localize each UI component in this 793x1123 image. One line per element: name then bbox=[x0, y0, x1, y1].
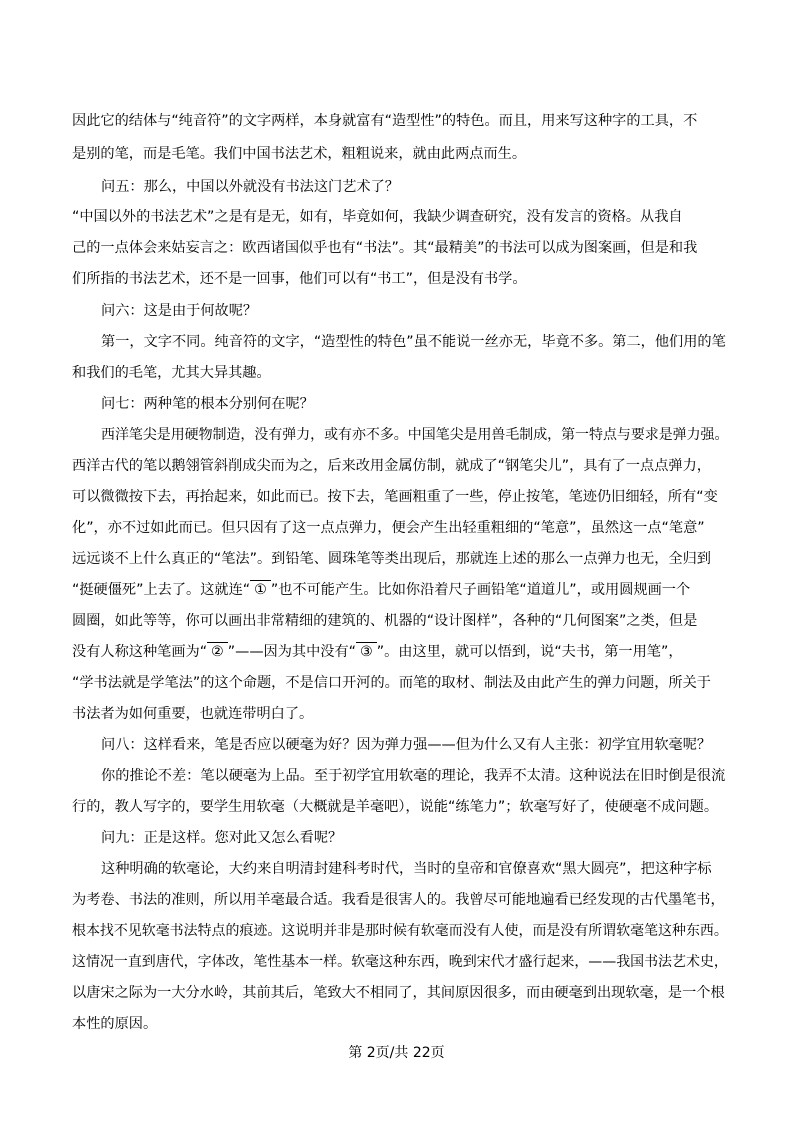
text-line: 可以微微按下去，再抬起来，如此而已。按下去，笔画粗重了一些，停止按笔，笔迹仍旧细轻，所有“变 bbox=[72, 489, 718, 505]
text-line: 以唐宋之际为一大分水岭，其前其后，笔致大不相同了，其间原因很多，而由硬毫到出现软毫，是一个根 bbox=[72, 985, 725, 1001]
text-line: 西洋笔尖是用硬物制造，没有弹力，或有亦不多。中国笔尖是用兽毛制成，第一特点与要求是弹力强。 bbox=[101, 427, 729, 443]
question-line: 问八：这样看来，笔是否应以硬毫为好？因为弹力强——但为什么又有人主张：初学宜用软毫呢？ bbox=[101, 737, 712, 753]
page-footer: 第 2页/共 22页 bbox=[348, 1045, 445, 1061]
text-line: 这情况一直到唐代，字体改，笔性基本一样。软毫这种东西，晚到宋代才盛行起来，——我国书法艺术史， bbox=[72, 954, 728, 970]
text-line: 书法者为如何重要，也就连带明白了。 bbox=[72, 706, 314, 722]
text-line: “中国以外的书法艺术”之是有是无，如有，毕竟如何，我缺少调查研究，没有发言的资格。从我自 bbox=[72, 209, 683, 225]
text-segment: ”也不可能产生。比如你沿着尺子画铅笔“道道儿”，或用圆规画一个 bbox=[270, 582, 691, 598]
text-line: 圆圈，如此等等，你可以画出非常精细的建筑的、机器的“设计图样”，各种的“几何图案”之类，但是 bbox=[72, 613, 698, 629]
text-line: 和我们的毛笔，尤其大异其趣。 bbox=[72, 365, 271, 381]
text-line: 行的，教人写字的，要学生用软毫（大概就是羊毫吧），说能“练笔力”；软毫写好了，使硬毫不成问题。 bbox=[72, 799, 719, 815]
blank-1: ① bbox=[250, 580, 271, 599]
text-line: 西洋古代的笔以鹅翎管斜削成尖而为之，后来改用金属仿制，就成了“钢笔尖儿”，具有了一点点弹力， bbox=[72, 458, 711, 474]
text-segment: ”——因为其中没有“ bbox=[227, 644, 356, 660]
text-line: 己的一点体会来姑妄言之：欧西诸国似乎也有“书法”。其“最精美”的书法可以成为图案画，但是和我 bbox=[72, 240, 698, 256]
text-segment: “挺硬僵死”上去了。这就连“ bbox=[72, 582, 251, 598]
text-line: 你的推论不差：笔以硬毫为上品。至于初学宜用软毫的理论，我弄不太清。这种说法在旧时倒是很流 bbox=[101, 768, 726, 784]
text-line: 为考卷、书法的准则，所以用羊毫最合适。我看是很害人的。我曾尽可能地遍看已经发现的古代墨笔书， bbox=[72, 892, 725, 908]
text-line: 是别的笔，而是毛笔。我们中国书法艺术，粗粗说来，就由此两点而生。 bbox=[72, 146, 527, 162]
text-line: 根本找不见软毫书法特点的痕迹。这说明并非是那时候有软毫而没有人使，而是没有所谓软毫笔这种东西。 bbox=[72, 923, 728, 939]
text-line: 第一，文字不同。纯音符的文字，“造型性的特色”虽不能说一丝亦无，毕竟不多。第二，他们用的笔 bbox=[101, 334, 726, 350]
text-line: 远远谈不上什么真正的“笔法”。到铅笔、圆珠笔等类出现后，那就连上述的那么一点弹力也无，全归到 bbox=[72, 551, 711, 567]
blank-2: ② bbox=[207, 642, 228, 661]
text-line: “学书法就是学笔法”的这个命题，不是信口开河的。而笔的取材、制法及由此产生的弹力问题，所关于 bbox=[72, 675, 711, 691]
text-segment: 没有人称这种笔画为“ bbox=[72, 644, 208, 660]
text-segment: ”。由这里，就可以悟到，说“夫书，第一用笔”， bbox=[376, 644, 683, 660]
text-line: 这种明确的软毫论，大约来自明清封建科考时代，当时的皇帝和官僚喜欢“黑大圆亮”，把这种字标 bbox=[101, 861, 712, 877]
question-line: 问六：这是由于何故呢？ bbox=[101, 303, 258, 319]
text-line-with-blanks bbox=[72, 641, 683, 663]
text-line-with-blank bbox=[72, 579, 690, 601]
text-line: 因此它的结体与“纯音符”的文字两样，本身就富有“造型性”的特色。而且，用来写这种字的工具，不 bbox=[72, 113, 698, 129]
blank-3: ③ bbox=[356, 642, 377, 661]
question-line: 问九：正是这样。您对此又怎么看呢？ bbox=[101, 830, 343, 846]
text-line: 们所指的书法艺术，还不是一回事，他们可以有“书工”，但是没有书学。 bbox=[72, 271, 527, 287]
text-line: 本性的原因。 bbox=[72, 1016, 158, 1032]
question-line: 问七：两种笔的根本分别何在呢？ bbox=[101, 396, 314, 412]
text-line: 化”，亦不过如此而已。但只因有了这一点点弹力，便会产生出轻重粗细的“笔意”，虽然这一点“笔意” bbox=[72, 520, 705, 536]
question-line: 问五：那么，中国以外就没有书法这门艺术了？ bbox=[101, 179, 399, 195]
